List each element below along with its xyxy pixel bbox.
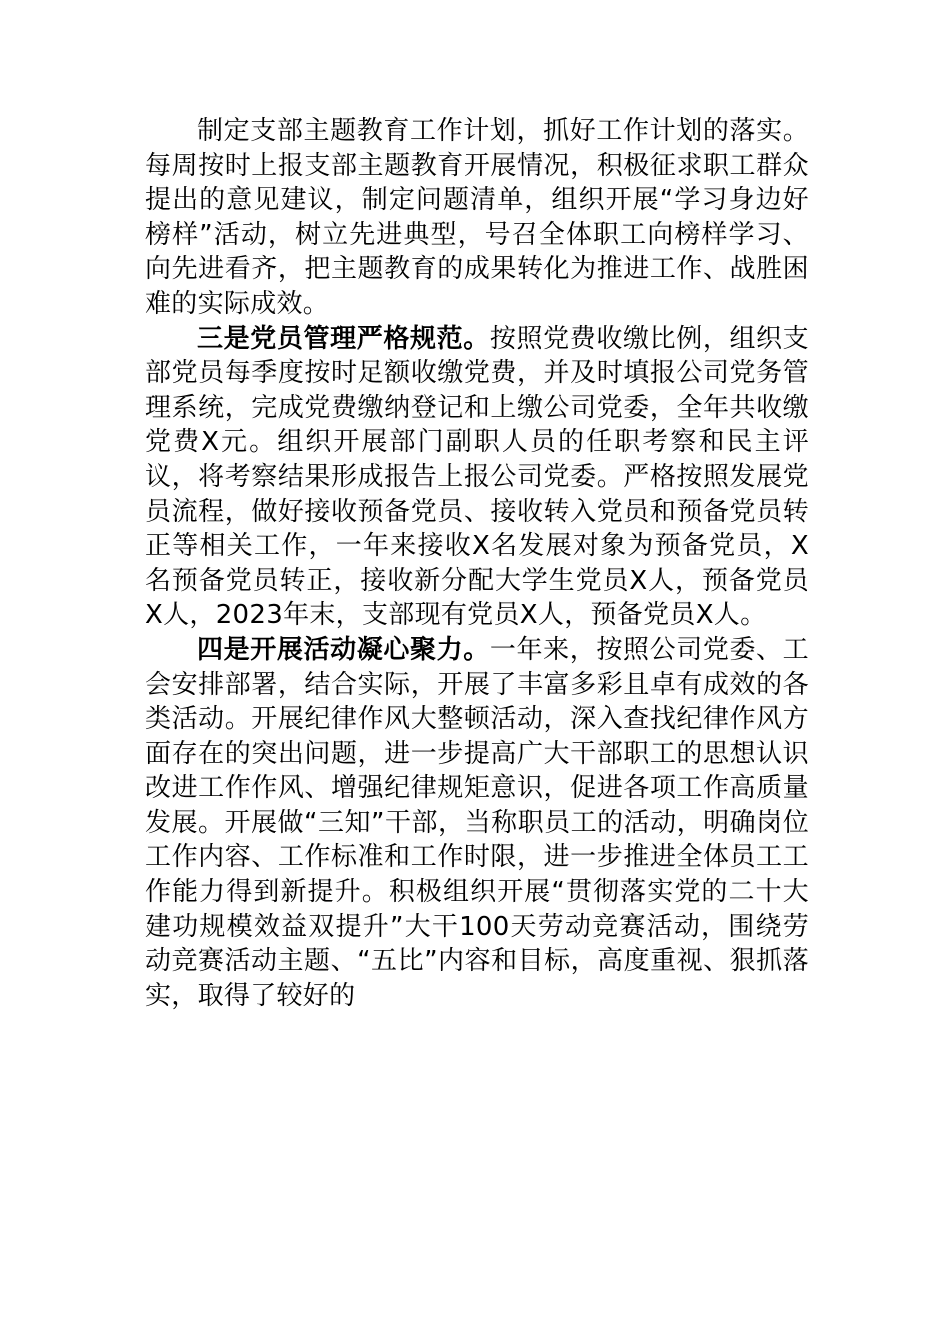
paragraph-2 <box>145 322 809 633</box>
document-body <box>145 114 809 1013</box>
paragraph-3-lead: 四是开展活动凝心聚力。 <box>197 634 490 665</box>
paragraph-1-text: 制定支部主题教育工作计划，抓好工作计划的落实。每周按时上报支部主题教育开展情况，积极征求职工群众提出的意见建议，制定问题清单，组织开展“学习身边好榜样”活动，树立先进典型，号召全体职工向榜样学习、向先进看齐，把主题教育的成果转化为推进工作、战胜困难的实际成效。 <box>145 116 809 319</box>
paragraph-3 <box>145 633 809 1014</box>
paragraph-2-lead: 三是党员管理严格规范。 <box>197 323 490 354</box>
paragraph-3-text: 一年来，按照公司党委、工会安排部署，结合实际，开展了丰富多彩且卓有成效的各类活动。开展纪律作风大整顿活动，深入查找纪律作风方面存在的突出问题，进一步提高广大干部职工的思想认识改进工作作风、增强纪律规矩意识，促进各项工作高质量发展。开展做“三知”干部，当称职员工的活动，明确岗位工作内容、工作标准和工作时限，进一步推进全体员工工作能力得到新提升。积极组织开展“贯彻落实党的二十大建功规模效益双提升”大干100天劳动竞赛活动，围绕劳动竞赛活动主题、“五比”内容和目标，高度重视、狠抓落实，取得了较好的 <box>145 634 809 1011</box>
paragraph-2-text: 按照党费收缴比例，组织支部党员每季度按时足额收缴党费，并及时填报公司党务管理系统，完成党费缴纳登记和上缴公司党委，全年共收缴党费X元。组织开展部门副职人员的任职考察和民主评议，将考察结果形成报告上报公司党委。严格按照发展党员流程，做好接收预备党员、接收转入党员和预备党员转正等相关工作，一年来接收X名发展对象为预备党员，X名预备党员转正，接收新分配大学生党员X人，预备党员X人，2023年末，支部现有党员X人，预备党员X人。 <box>145 323 809 631</box>
paragraph-1 <box>145 114 809 322</box>
